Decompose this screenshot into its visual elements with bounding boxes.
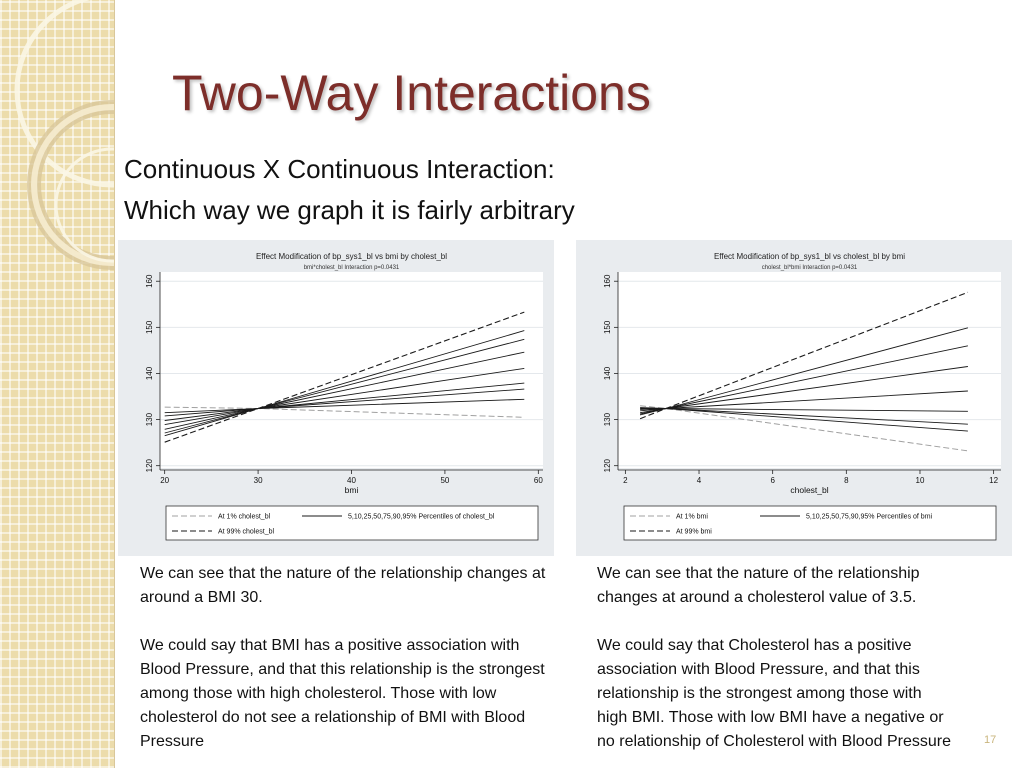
legend-label: 5,10,25,50,75,90,95% Percentiles of bmi: [806, 513, 933, 521]
y-tick-label: 150: [145, 320, 154, 335]
legend-label: At 1% bmi: [676, 513, 708, 521]
caption-left-paragraph-1: We can see that the nature of the relationship changes at around a BMI 30.: [140, 565, 546, 606]
caption-right-line: We can see that the nature of the relationship: [597, 565, 920, 582]
x-tick-label: 10: [915, 476, 925, 485]
legend-label: At 99% cholest_bl: [218, 528, 275, 536]
legend-label: At 99% bmi: [676, 528, 712, 536]
chart-bmi-by-cholesterol: [118, 240, 554, 556]
y-tick-label: 160: [145, 274, 154, 288]
slide-number: 17: [984, 734, 997, 746]
caption-right-line: We could say that Cholesterol has a positive: [597, 637, 912, 654]
y-tick-label: 130: [603, 412, 612, 427]
y-tick-label: 140: [603, 366, 612, 381]
caption-right-line: no relationship of Cholesterol with Blood Pressure: [597, 733, 951, 750]
chart-title: Effect Modification of bp_sys1_bl vs cholest_bl by bmi: [713, 252, 906, 261]
x-tick-label: 30: [253, 476, 263, 485]
y-tick-label: 130: [145, 412, 154, 427]
x-tick-label: 8: [844, 476, 849, 485]
x-tick-label: 20: [160, 476, 170, 485]
legend-label: At 1% cholest_bl: [218, 513, 271, 521]
slide-title: Two-Way Interactions: [172, 65, 651, 121]
caption-right: [597, 562, 1022, 754]
x-tick-label: 60: [533, 476, 543, 485]
y-tick-label: 120: [145, 459, 154, 473]
x-tick-label: 2: [623, 476, 628, 485]
y-tick-label: 150: [603, 320, 612, 335]
y-tick-label: 160: [603, 274, 612, 288]
x-tick-label: 12: [989, 476, 999, 485]
chart-panel-cholesterol-by-bmi: [576, 240, 1012, 556]
caption-left-paragraph-2: We could say that BMI has a positive association with Blood Pressure, and that this relationship is the strongest among those with high cholesterol. Those with low cholesterol do not see a relationship of BMI with Blood Pressure: [140, 637, 545, 750]
plot-area: [160, 272, 543, 468]
caption-right-line: high BMI. Those with low BMI have a negative or: [597, 709, 944, 726]
legend-label: 5,10,25,50,75,90,95% Percentiles of cholest_bl: [348, 513, 495, 521]
slide-subtitle-line-1: Continuous X Continuous Interaction:: [124, 154, 555, 184]
slide-subtitle-line-2: Which way we graph it is fairly arbitrary: [124, 195, 575, 225]
chart-panel-bmi-by-cholesterol: [118, 240, 554, 556]
x-axis-label: cholest_bl: [790, 485, 829, 495]
y-tick-label: 140: [145, 366, 154, 381]
decorative-circles-graphic: [0, 0, 114, 768]
caption-right-line: association with Blood Pressure, and that this: [597, 661, 920, 678]
caption-right-line: changes at around a cholesterol value of 3.5.: [597, 589, 917, 606]
x-tick-label: 4: [696, 476, 702, 485]
chart-subtitle: cholest_bl*bmi Interaction p=0.0431: [761, 265, 858, 271]
x-tick-label: 50: [440, 476, 450, 485]
chart-title: Effect Modification of bp_sys1_bl vs bmi by cholest_bl: [255, 252, 448, 261]
x-tick-label: 6: [770, 476, 775, 485]
y-tick-label: 120: [603, 459, 612, 473]
caption-right-line: relationship is the strongest among those with: [597, 685, 922, 702]
chart-cholesterol-by-bmi: [576, 240, 1012, 556]
caption-left: [140, 562, 550, 754]
decorative-sidebar: [0, 0, 115, 768]
x-axis-label: bmi: [344, 485, 359, 495]
x-tick-label: 40: [347, 476, 356, 485]
chart-subtitle: bmi*cholest_bl Interaction p=0.0431: [303, 265, 400, 271]
